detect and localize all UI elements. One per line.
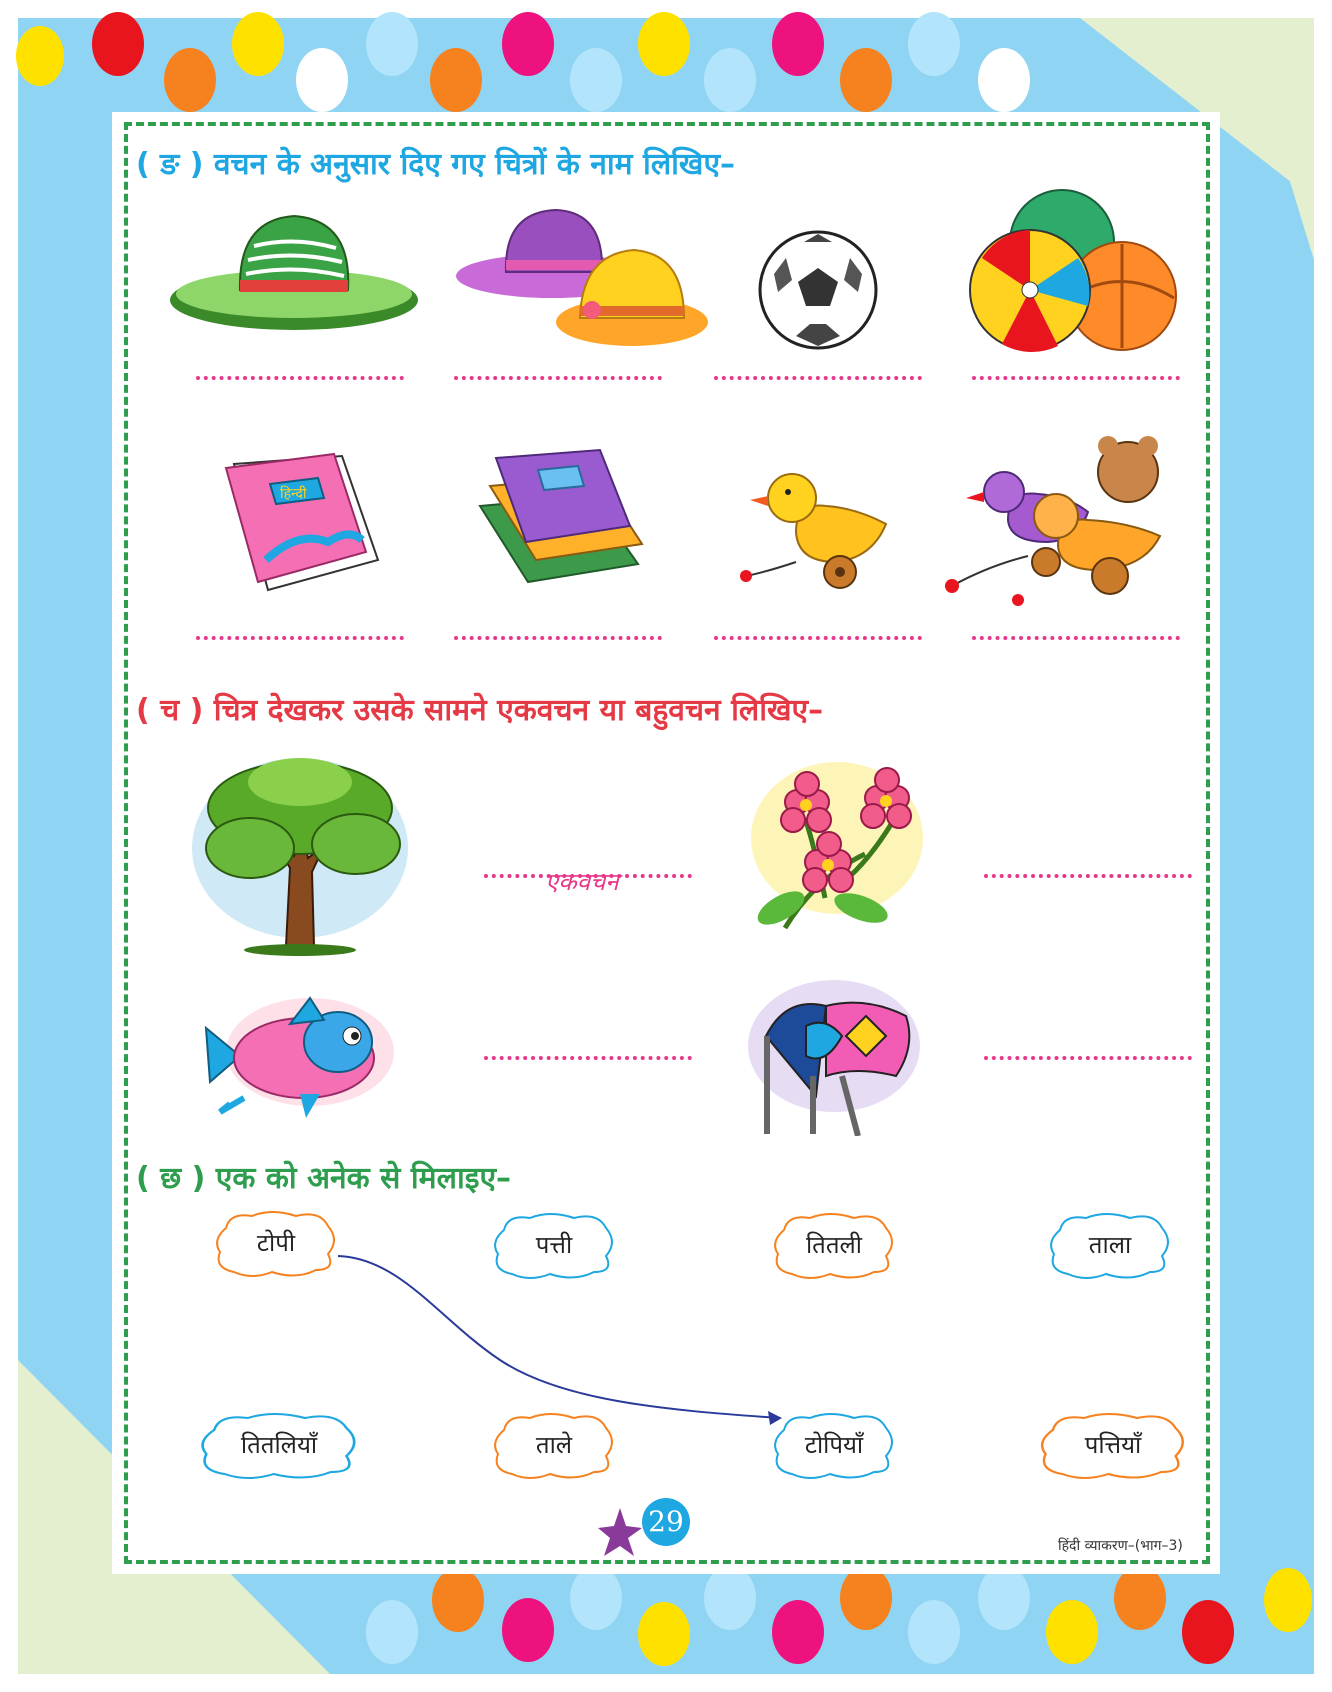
answer-line[interactable] — [984, 1056, 1192, 1060]
answer-line[interactable] — [984, 874, 1192, 878]
books-image — [470, 446, 650, 592]
word-label: टोपियाँ — [804, 1431, 864, 1459]
section-chh-heading: ( छ ) एक को अनेक से मिलाइए– — [136, 1161, 512, 1196]
word-cloud-pattiyan[interactable] — [1036, 1412, 1190, 1482]
word-cloud-topiyan[interactable] — [770, 1412, 898, 1482]
section-e-heading: ( ङ ) वचन के अनुसार दिए गए चित्रों के नाम लिखिए– — [136, 147, 736, 182]
word-cloud-topi[interactable] — [212, 1210, 340, 1280]
answer-line[interactable] — [714, 376, 922, 380]
hats-image — [452, 206, 710, 354]
answer-line[interactable] — [196, 636, 404, 640]
word-cloud-tala[interactable] — [1046, 1212, 1174, 1282]
answer-line[interactable] — [972, 376, 1180, 380]
hat-image — [168, 208, 420, 336]
word-cloud-tale[interactable] — [490, 1412, 618, 1482]
kites-image — [746, 976, 922, 1136]
section-ch-heading: ( च ) चित्र देखकर उसके सामने एकवचन या बहुवचन लिखिए– — [136, 693, 824, 728]
word-label: टोपी — [256, 1229, 296, 1257]
word-label: तितली — [805, 1231, 863, 1259]
word-label: तितलियाँ — [240, 1431, 318, 1459]
balls-image — [962, 186, 1178, 354]
duck-toy-image — [736, 462, 896, 592]
word-cloud-titliyan[interactable] — [196, 1412, 362, 1482]
toys-image — [938, 436, 1178, 606]
book-label: हिन्दी — [280, 486, 307, 502]
book-image — [218, 450, 384, 596]
answer-line[interactable] — [454, 376, 662, 380]
star-icon — [598, 1506, 642, 1558]
word-cloud-titli[interactable] — [770, 1212, 898, 1282]
sample-answer: एकवचन — [545, 868, 619, 896]
answer-line[interactable] — [714, 636, 922, 640]
footer-book-title: हिंदी व्याकरण–(भाग–3) — [1058, 1538, 1183, 1554]
word-label: ताले — [535, 1431, 573, 1459]
flowers-image — [745, 758, 929, 934]
word-label: ताला — [1088, 1231, 1132, 1259]
answer-line[interactable] — [484, 1056, 692, 1060]
answer-line[interactable] — [196, 376, 404, 380]
fish-image — [200, 994, 396, 1118]
page-number: 29 — [642, 1498, 690, 1546]
word-cloud-patti[interactable] — [490, 1212, 618, 1282]
tree-image — [190, 748, 410, 958]
ball-image — [756, 228, 880, 352]
word-label: पत्ती — [535, 1231, 573, 1259]
word-label: पत्तियाँ — [1084, 1431, 1142, 1459]
answer-line[interactable] — [972, 636, 1180, 640]
answer-line[interactable] — [454, 636, 662, 640]
